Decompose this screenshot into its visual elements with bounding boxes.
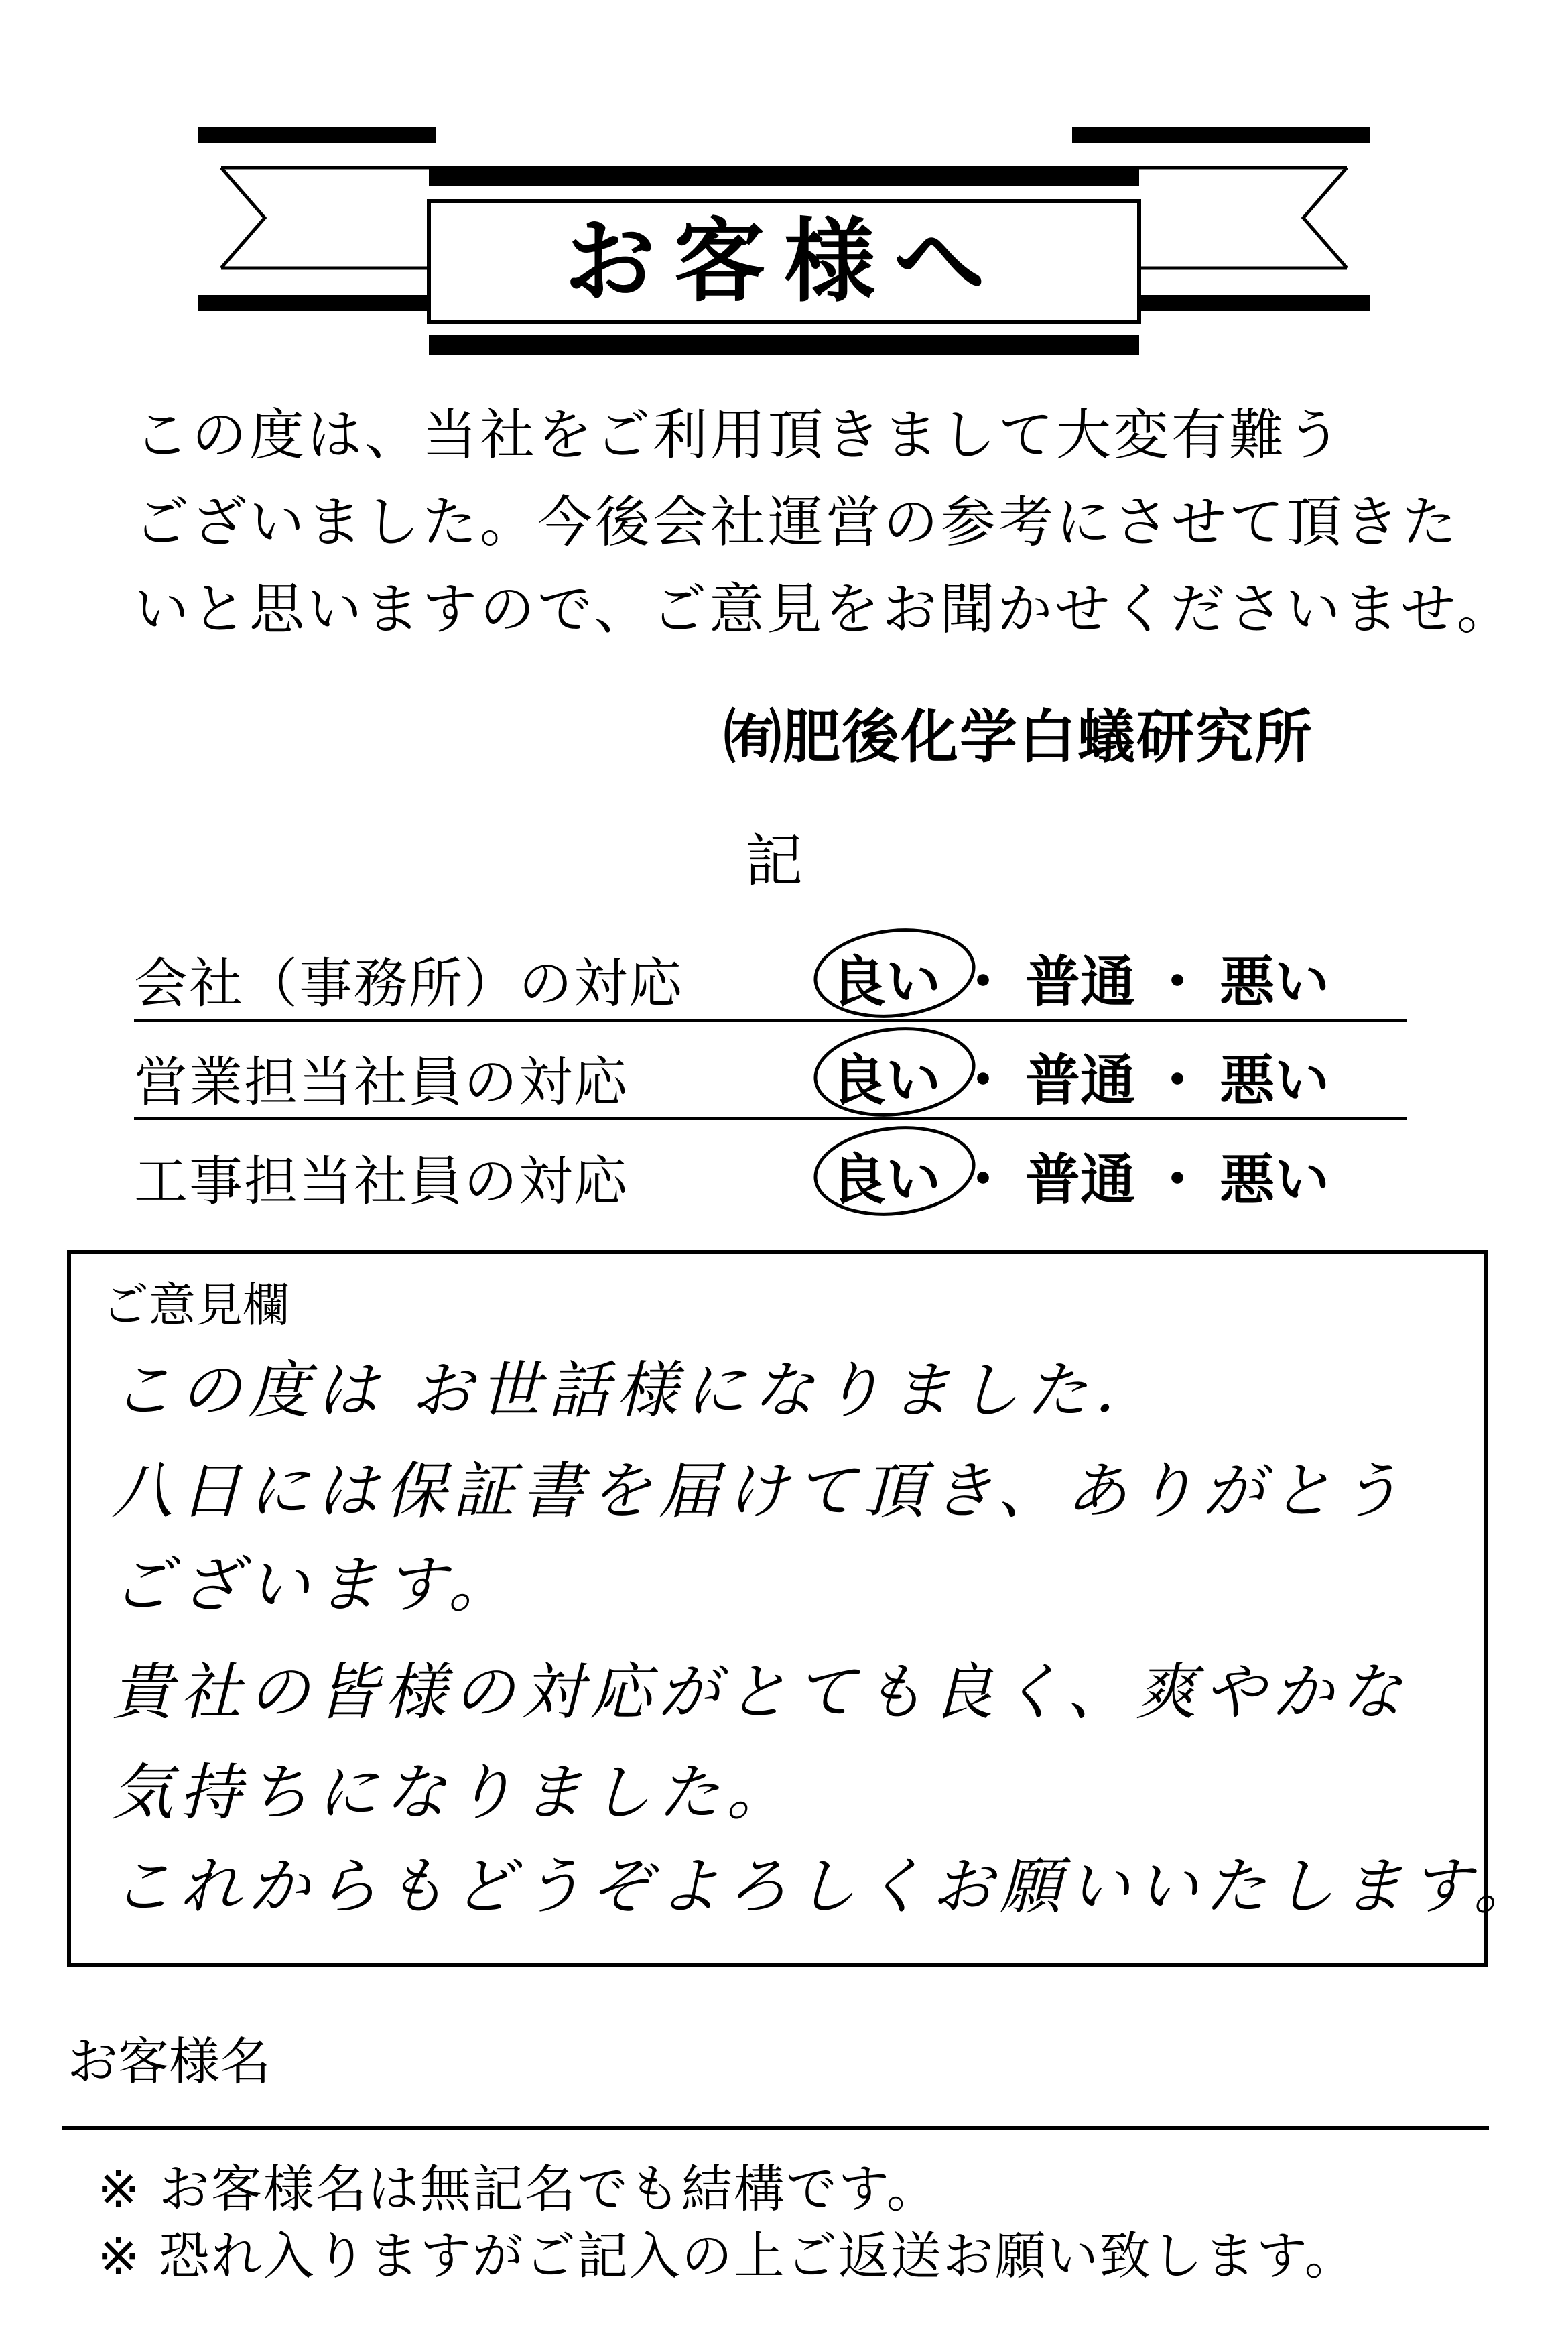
option-good[interactable]: 良い (831, 1136, 941, 1215)
company-name: ㈲肥後化学白蟻研究所 (724, 704, 1313, 771)
comment-label: ご意見欄 (102, 1278, 289, 1333)
rating-row-company (134, 922, 1407, 1022)
separator: ・ (956, 1148, 1011, 1212)
rating-options (831, 1136, 1421, 1215)
separator: ・ (1150, 1148, 1205, 1212)
handwritten-line-2: 八日には保証書を届けて頂き、ありがとう (111, 1455, 1408, 1527)
handwritten-line-6: これからもどうぞよろしくお願いいたします。 (111, 1851, 1542, 1922)
handwritten-line-5: 気持ちになりました。 (111, 1757, 795, 1829)
rating-row-sales (134, 1020, 1407, 1121)
intro-line-2: ございました。今後会社運営の参考にさせて頂きた (134, 491, 1460, 554)
intro-line-1: この度は、当社をご利用頂きまして大変有難う (134, 404, 1345, 467)
separator: ・ (1150, 1049, 1205, 1113)
option-bad[interactable]: 悪い (1220, 1049, 1330, 1113)
customer-name-field[interactable] (62, 2126, 1489, 2130)
option-good[interactable]: 良い (831, 1037, 941, 1115)
option-good[interactable]: 良い (831, 938, 941, 1017)
rating-row-construction (134, 1119, 1407, 1220)
separator: ・ (956, 950, 1011, 1014)
rating-label: 営業担当社員の対応 (134, 1051, 629, 1113)
rating-options (831, 1037, 1421, 1115)
note-1: ※ お客様名は無記名でも結構です。 (97, 2159, 939, 2219)
option-average[interactable]: 普通 (1025, 1049, 1136, 1113)
rating-label: 工事担当社員の対応 (134, 1150, 629, 1213)
section-heading: 記 (745, 828, 803, 895)
comment-box[interactable] (67, 1250, 1542, 1967)
rating-options (831, 938, 1421, 1017)
separator: ・ (956, 1049, 1011, 1113)
intro-line-3: いと思いますので、ご意見をお聞かせくださいませ。 (134, 578, 1514, 641)
handwritten-line-3: ございます。 (111, 1549, 517, 1621)
option-bad[interactable]: 悪い (1220, 1148, 1330, 1212)
page-title: お客様へ (564, 208, 1004, 315)
option-bad[interactable]: 悪い (1220, 950, 1330, 1014)
separator: ・ (1150, 950, 1205, 1014)
rating-label: 会社（事務所）の対応 (134, 952, 683, 1015)
option-average[interactable]: 普通 (1025, 950, 1136, 1014)
note-2: ※ 恐れ入りますがご記入の上ご返送お願い致します。 (97, 2226, 1357, 2286)
customer-name-label: お客様名 (67, 2032, 271, 2091)
handwritten-line-4: 貴社の皆様の対応がとても良く、爽やかな (111, 1656, 1409, 1728)
option-average[interactable]: 普通 (1025, 1148, 1136, 1212)
handwritten-line-1: この度は お世話様になりました． (111, 1355, 1163, 1426)
